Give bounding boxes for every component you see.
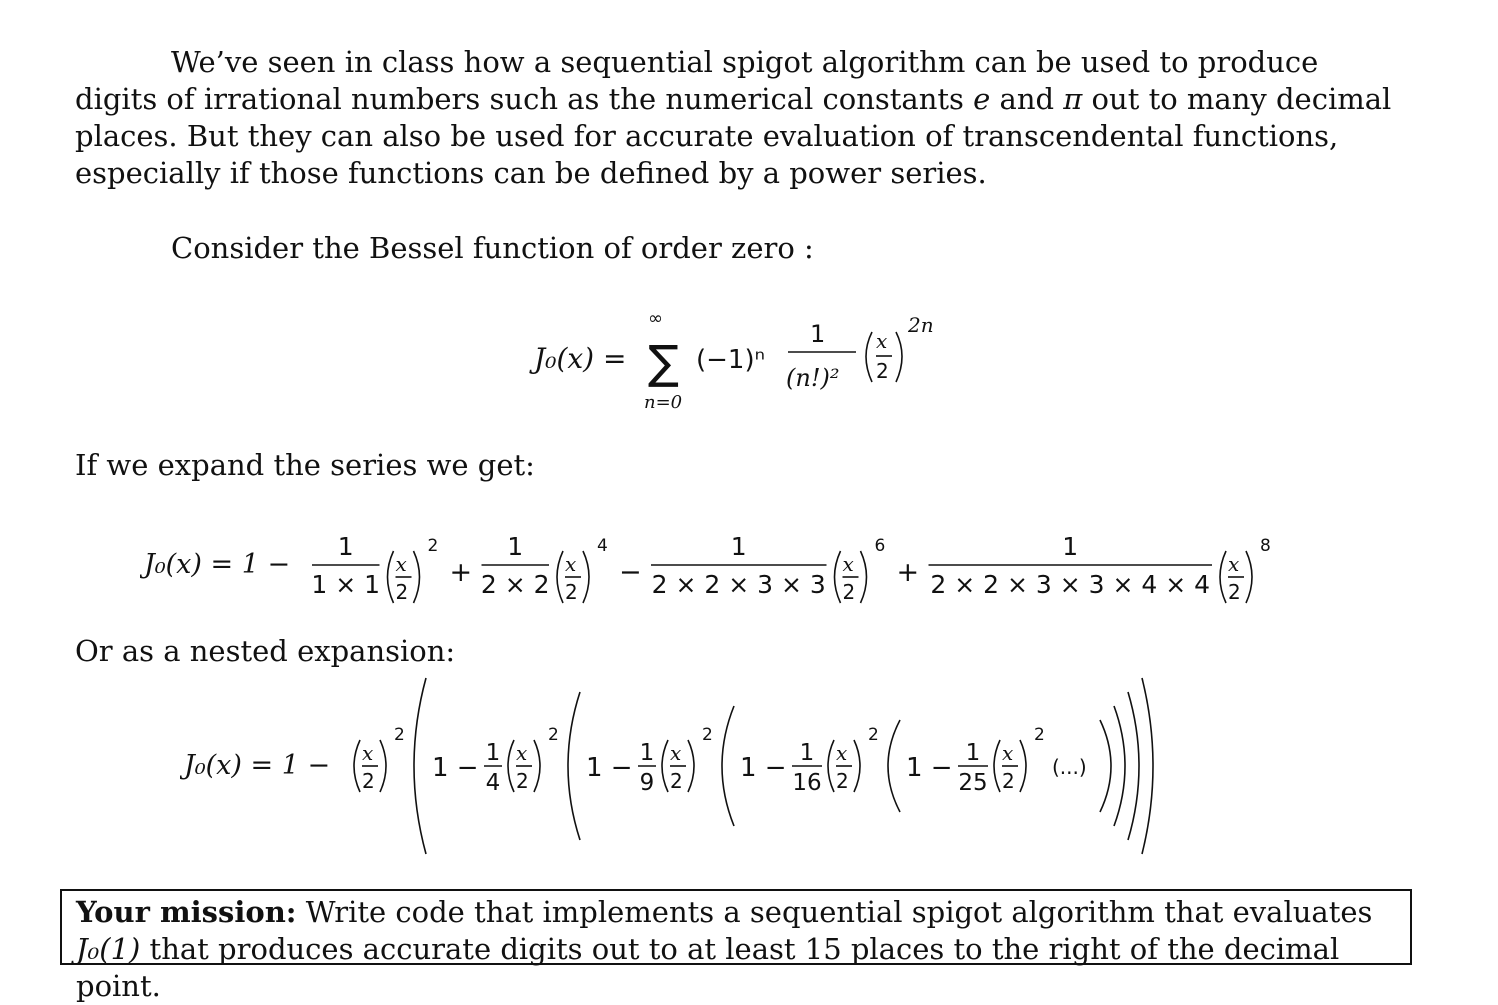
eq2-terms	[311, 532, 1270, 604]
eq3-close-paren-0	[1142, 678, 1153, 854]
eq2-term-0-rparen	[414, 551, 420, 603]
eq2-term-1-exp: 4	[597, 536, 608, 556]
eq1-x: x	[876, 329, 888, 353]
mission-text-a: Write code that implements a sequential spigot algorithm that evaluates	[296, 895, 1373, 929]
eq3-close-paren-2	[1114, 706, 1125, 826]
eq1-lhs: J₀(x) =	[534, 342, 627, 375]
eq3-term-3-rparen	[1020, 740, 1026, 792]
eq3-lead-two: 2	[362, 769, 375, 793]
eq1-lparen	[866, 332, 872, 382]
eq1-den: (n!)²	[786, 364, 840, 392]
eq3-term-1-rparen	[688, 740, 694, 792]
eq2-term-3-x: x	[1228, 552, 1240, 576]
eq2-term-3-num: 1	[1062, 532, 1079, 561]
eq2-term-1-two: 2	[565, 580, 578, 604]
eq3-num-2: 1	[799, 740, 815, 766]
eq1-sum-lower: n=0	[644, 392, 683, 413]
eq3-den-0: 4	[485, 770, 501, 796]
eq2-term-0-op: +	[449, 557, 473, 588]
eq3-den-3: 25	[958, 770, 988, 796]
eq2-term-3-rparen	[1246, 551, 1252, 603]
intro-text-a: We’ve seen in class how a sequential spigot algorithm can be used to produce digits of irrational numbers such as the numerical constants	[75, 45, 1319, 116]
eq3-term-2-lparen	[828, 740, 834, 792]
eq1-two: 2	[876, 359, 889, 383]
eq3-close-paren-3	[1100, 720, 1111, 812]
eq3-term-2-x: x	[836, 741, 848, 765]
eq2-term-3-exp: 8	[1260, 536, 1271, 556]
eq2-term-1-rparen	[583, 551, 589, 603]
eq3-open-paren-0	[414, 678, 426, 854]
eq3-num-0: 1	[485, 740, 501, 766]
eq3-close-paren-1	[1128, 692, 1139, 840]
consider-text: Consider the Bessel function of order zero :	[171, 231, 814, 265]
mission-text-b: that produces accurate digits out to at least 15 places to the right of the decimal point.	[76, 932, 1340, 1003]
eq2-lhs: J₀(x) = 1 −	[144, 549, 291, 580]
intro-text-and: and	[990, 82, 1064, 116]
eq3-term-0-lparen	[508, 740, 514, 792]
eq3-num-1: 1	[639, 740, 655, 766]
eq1-exp: 2n	[908, 313, 934, 337]
eq3-term-2-exp: 2	[868, 725, 879, 745]
eq3-lead-rparen	[380, 740, 386, 792]
eq2-term-3-two: 2	[1228, 580, 1241, 604]
nested-text: Or as a nested expansion:	[75, 634, 456, 668]
eq2-term-0-x: x	[395, 552, 407, 576]
eq3-term-0-exp: 2	[548, 725, 559, 745]
eq3-tail: (...)	[1052, 755, 1087, 779]
eq2-term-2-rparen	[861, 551, 867, 603]
bessel-expanded-series	[140, 515, 1340, 615]
eq3-term-2-rparen	[854, 740, 860, 792]
eq3-term-3-exp: 2	[1034, 725, 1045, 745]
eq2-term-1-den: 2 × 2	[480, 570, 550, 599]
eq3-open-paren-1	[568, 692, 580, 840]
eq3-term-1-two: 2	[670, 769, 683, 793]
eq2-term-2-lparen	[835, 551, 841, 603]
eq2-term-1-x: x	[565, 552, 577, 576]
eq3-lead-lparen	[354, 740, 360, 792]
eq1-num: 1	[810, 320, 826, 348]
eq2-term-0-num: 1	[337, 532, 354, 561]
eq1-sign: (−1)ⁿ	[696, 345, 765, 375]
eq2-term-2-den: 2 × 2 × 3 × 3	[651, 570, 826, 599]
bessel-series-definition	[520, 296, 960, 416]
eq3-one-minus-1: 1 −	[586, 753, 633, 783]
eq3-one-minus-2: 1 −	[740, 753, 787, 783]
eq3-lhs: J₀(x) = 1 −	[184, 750, 331, 781]
eq3-open-paren-2	[722, 706, 734, 826]
eq3-term-2-two: 2	[836, 769, 849, 793]
eq2-term-0-den: 1 × 1	[311, 570, 381, 599]
eq2-term-2-two: 2	[842, 580, 856, 604]
eq3-term-0-rparen	[534, 740, 540, 792]
eq3-one-minus-3: 1 −	[906, 753, 953, 783]
eq2-term-1-op: −	[619, 557, 642, 588]
eq2-term-2-op: +	[896, 557, 920, 588]
eq3-lead-exp: 2	[394, 725, 405, 745]
intro-text-b: out to many decimal places. But they can also be used for accurate evaluation of transcendental functions, especially if those functions can be defined by a power series.	[75, 82, 1392, 190]
eq3-num-3: 1	[965, 740, 981, 766]
expand-text: If we expand the series we get:	[75, 448, 535, 482]
eq3-term-3-x: x	[1002, 741, 1014, 765]
eq3-term-3-two: 2	[1002, 769, 1015, 793]
symbol-e: e	[973, 82, 991, 116]
eq1-sum-upper: ∞	[648, 308, 663, 329]
eq2-term-2-num: 1	[730, 532, 747, 561]
eq3-one-minus-0: 1 −	[432, 753, 479, 783]
intro-paragraph	[75, 44, 1405, 192]
eq3-term-1-x: x	[670, 741, 682, 765]
eq3-term-0-x: x	[516, 741, 528, 765]
eq3-body	[354, 678, 1153, 854]
eq3-term-0-two: 2	[516, 769, 529, 793]
eq2-term-0-two: 2	[395, 580, 409, 604]
eq2-term-1-lparen	[557, 551, 563, 603]
eq1-sigma: ∑	[648, 335, 679, 389]
eq3-den-2: 16	[792, 770, 822, 796]
eq2-term-3-lparen	[1220, 551, 1226, 603]
mission-box	[60, 889, 1412, 1003]
bessel-nested-expansion	[180, 670, 1310, 860]
symbol-pi: π	[1063, 82, 1083, 116]
mission-label: Your mission:	[76, 895, 297, 929]
eq2-term-2-x: x	[842, 552, 854, 576]
eq3-term-1-exp: 2	[702, 725, 713, 745]
eq3-term-3-lparen	[994, 740, 1000, 792]
eq3-lead-x: x	[362, 741, 374, 765]
mission-function: J₀(1)	[76, 932, 141, 966]
eq1-rparen	[896, 332, 902, 382]
eq2-term-1-num: 1	[507, 532, 524, 561]
eq3-den-1: 9	[639, 770, 655, 796]
eq2-term-0-lparen	[388, 551, 394, 603]
eq3-term-1-lparen	[662, 740, 668, 792]
eq3-open-paren-3	[888, 720, 900, 812]
eq2-term-2-exp: 6	[874, 536, 886, 556]
eq2-term-0-exp: 2	[427, 536, 439, 556]
eq2-term-3-den: 2 × 2 × 3 × 3 × 4 × 4	[930, 570, 1211, 599]
